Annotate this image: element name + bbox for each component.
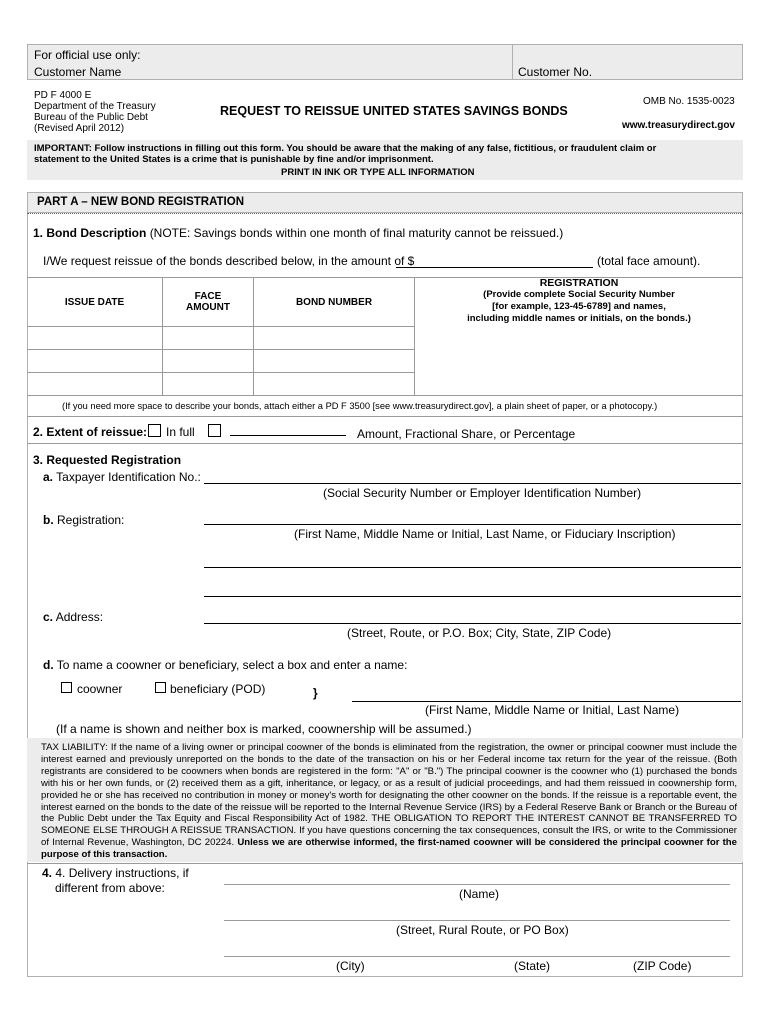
print-note: PRINT IN INK OR TYPE ALL INFORMATION bbox=[281, 167, 475, 178]
coowner-name-field[interactable] bbox=[352, 701, 741, 702]
bond-number-cell-2[interactable] bbox=[254, 350, 415, 373]
more-space-note: (If you need more space to describe your bonds, attach either a PD F 3500 [see www.treasurydirect.gov], a plain sheet of paper, or a photocopy.) bbox=[62, 401, 658, 411]
tax-liability-text bbox=[41, 742, 737, 861]
omb-number: OMB No. 1535-0023 bbox=[643, 96, 735, 107]
delivery-city-field[interactable] bbox=[224, 956, 730, 957]
registration-label: b. Registration: bbox=[43, 513, 125, 527]
delivery-street-field[interactable] bbox=[224, 920, 730, 921]
form-title: REQUEST TO REISSUE UNITED STATES SAVINGS BONDS bbox=[220, 104, 568, 118]
delivery-name-caption: (Name) bbox=[459, 887, 500, 901]
in-full-checkbox[interactable] bbox=[148, 424, 161, 437]
customer-no-label: Customer No. bbox=[518, 65, 593, 79]
bond-description-note: (NOTE: Savings bonds within one month of final maturity cannot be reissued.) bbox=[149, 226, 564, 240]
registration-field[interactable] bbox=[204, 524, 741, 525]
tax-liability-bold: Unless we are otherwise informed, the first-named coowner will be considered the principal coowner for the purpose of this transaction. bbox=[41, 837, 737, 861]
delivery-city-caption: (City) bbox=[336, 959, 365, 973]
col-issue-date: ISSUE DATE bbox=[27, 278, 163, 327]
delivery-name-field[interactable] bbox=[224, 884, 730, 885]
customer-name-label: Customer Name bbox=[34, 65, 122, 79]
important-line-1: IMPORTANT: Follow instructions in filling out this form. You should be aware that the making of any false, fictitious, or fraudulent claim or bbox=[34, 143, 657, 154]
beneficiary-label: beneficiary (POD) bbox=[170, 682, 266, 696]
tin-caption: (Social Security Number or Employer Identification Number) bbox=[323, 486, 642, 500]
revised-date: (Revised April 2012) bbox=[34, 123, 125, 134]
department: Department of the Treasury bbox=[34, 101, 156, 112]
address-label: c. Address: bbox=[43, 610, 104, 624]
delivery-zip-caption: (ZIP Code) bbox=[633, 959, 692, 973]
important-line-2: statement to the United States is a crime that is punishable by fine and/or imprisonment. bbox=[34, 154, 434, 165]
total-face-suffix: (total face amount). bbox=[597, 254, 701, 268]
amount-caption: Amount, Fractional Share, or Percentage bbox=[357, 427, 576, 441]
bond-number-cell-1[interactable] bbox=[254, 327, 415, 350]
brace: } bbox=[313, 686, 318, 700]
issue-date-cell-1[interactable] bbox=[27, 327, 163, 350]
col-bond-number: BOND NUMBER bbox=[254, 278, 415, 327]
extent-label: 2. Extent of reissue: bbox=[33, 425, 148, 439]
coowner-label: coowner bbox=[77, 682, 123, 696]
face-amount-cell-3[interactable] bbox=[163, 373, 254, 396]
section-divider-2 bbox=[27, 443, 743, 444]
total-face-amount-field[interactable] bbox=[396, 267, 593, 268]
request-text: I/We request reissue of the bonds described below, in the amount of $ bbox=[43, 254, 415, 268]
coowner-checkbox[interactable] bbox=[61, 682, 72, 693]
requested-title: 3. Requested Registration bbox=[33, 453, 182, 467]
tax-divider bbox=[27, 863, 743, 864]
issue-date-cell-2[interactable] bbox=[27, 350, 163, 373]
part-a-divider bbox=[27, 213, 743, 214]
part-a-title: PART A – NEW BOND REGISTRATION bbox=[37, 196, 244, 208]
form-id: PD F 4000 E bbox=[34, 90, 92, 101]
beneficiary-checkbox[interactable] bbox=[155, 682, 166, 693]
registration-caption: (First Name, Middle Name or Initial, Last Name, or Fiduciary Inscription) bbox=[294, 527, 676, 541]
tin-field[interactable] bbox=[204, 483, 741, 484]
coowner-note: (If a name is shown and neither box is marked, coownership will be assumed.) bbox=[56, 722, 472, 736]
tin-label: a. Taxpayer Identification No.: bbox=[43, 470, 201, 484]
delivery-label-2: different from above: bbox=[55, 881, 165, 895]
official-use-divider bbox=[512, 44, 513, 80]
address-caption: (Street, Route, or P.O. Box; City, State, ZIP Code) bbox=[347, 626, 612, 640]
bond-description-label bbox=[33, 226, 563, 240]
col-registration: REGISTRATION (Provide complete Social Security Number [for example, 123-45-6789] and names, including middle names or initials, on the bonds.) bbox=[415, 278, 744, 396]
in-full-label: In full bbox=[166, 425, 195, 439]
col-face-amount: FACE AMOUNT bbox=[163, 278, 254, 327]
registration-field-3[interactable] bbox=[204, 596, 741, 597]
delivery-street-caption: (Street, Rural Route, or PO Box) bbox=[396, 923, 569, 937]
issue-date-cell-3[interactable] bbox=[27, 373, 163, 396]
coowner-instruction: d. To name a coowner or beneficiary, select a box and enter a name: bbox=[43, 658, 408, 672]
bond-number-cell-3[interactable] bbox=[254, 373, 415, 396]
tax-liability-body: TAX LIABILITY: If the name of a living owner or principal coowner of the bonds is eliminated from the registration, the owner or principal coowner must include the interest earned and previously unreported on the bonds to the date of the transaction on his or her Federal income tax return for the year of the reissue. (Both registrants are considered to be coowners when bonds are registered in the form: "A" or "B.") The principal coowner is the coowner who (1) purchased the bonds with his or her own funds, or (2) received them as a gift, inheritance, or legacy, or as a result of judicial proceedings, and had them reissued in coownership form, provided he or she has received no contribution in money or money's worth for designating the other coowner on the bonds. If the reissue is a reportable event, the interest earned on the bonds to the date of the reissue will be reported to the Internal Revenue Service (IRS) by a Federal Reserve Bank or Branch or the Bureau of the Public Debt under the Tax Equity and Fiscal Responsibility Act of 1982. THE OBLIGATION TO REPORT THE INTEREST CANNOT BE TRANSFERRED TO SOMEONE ELSE THROUGH A REISSUE TRANSACTION. If you have questions concerning the tax consequences, consult the IRS, or write to the Commissioner of Internal Revenue, Washington, DC 20224. bbox=[41, 742, 737, 849]
face-amount-cell-2[interactable] bbox=[163, 350, 254, 373]
partial-checkbox[interactable] bbox=[208, 424, 221, 437]
partial-amount-field[interactable] bbox=[230, 435, 346, 436]
face-amount-cell-1[interactable] bbox=[163, 327, 254, 350]
official-use-heading: For official use only: bbox=[34, 48, 141, 62]
address-field[interactable] bbox=[204, 623, 741, 624]
delivery-state-caption: (State) bbox=[514, 959, 551, 973]
bond-description-title: 1. Bond Description bbox=[33, 226, 147, 240]
section-divider-1 bbox=[27, 416, 743, 417]
coowner-caption: (First Name, Middle Name or Initial, Last Name) bbox=[425, 703, 680, 717]
delivery-label-1: 4. 4. Delivery instructions, if bbox=[42, 866, 189, 880]
website: www.treasurydirect.gov bbox=[622, 120, 735, 131]
registration-field-2[interactable] bbox=[204, 567, 741, 568]
bond-table bbox=[27, 277, 743, 396]
bureau: Bureau of the Public Debt bbox=[34, 112, 148, 123]
